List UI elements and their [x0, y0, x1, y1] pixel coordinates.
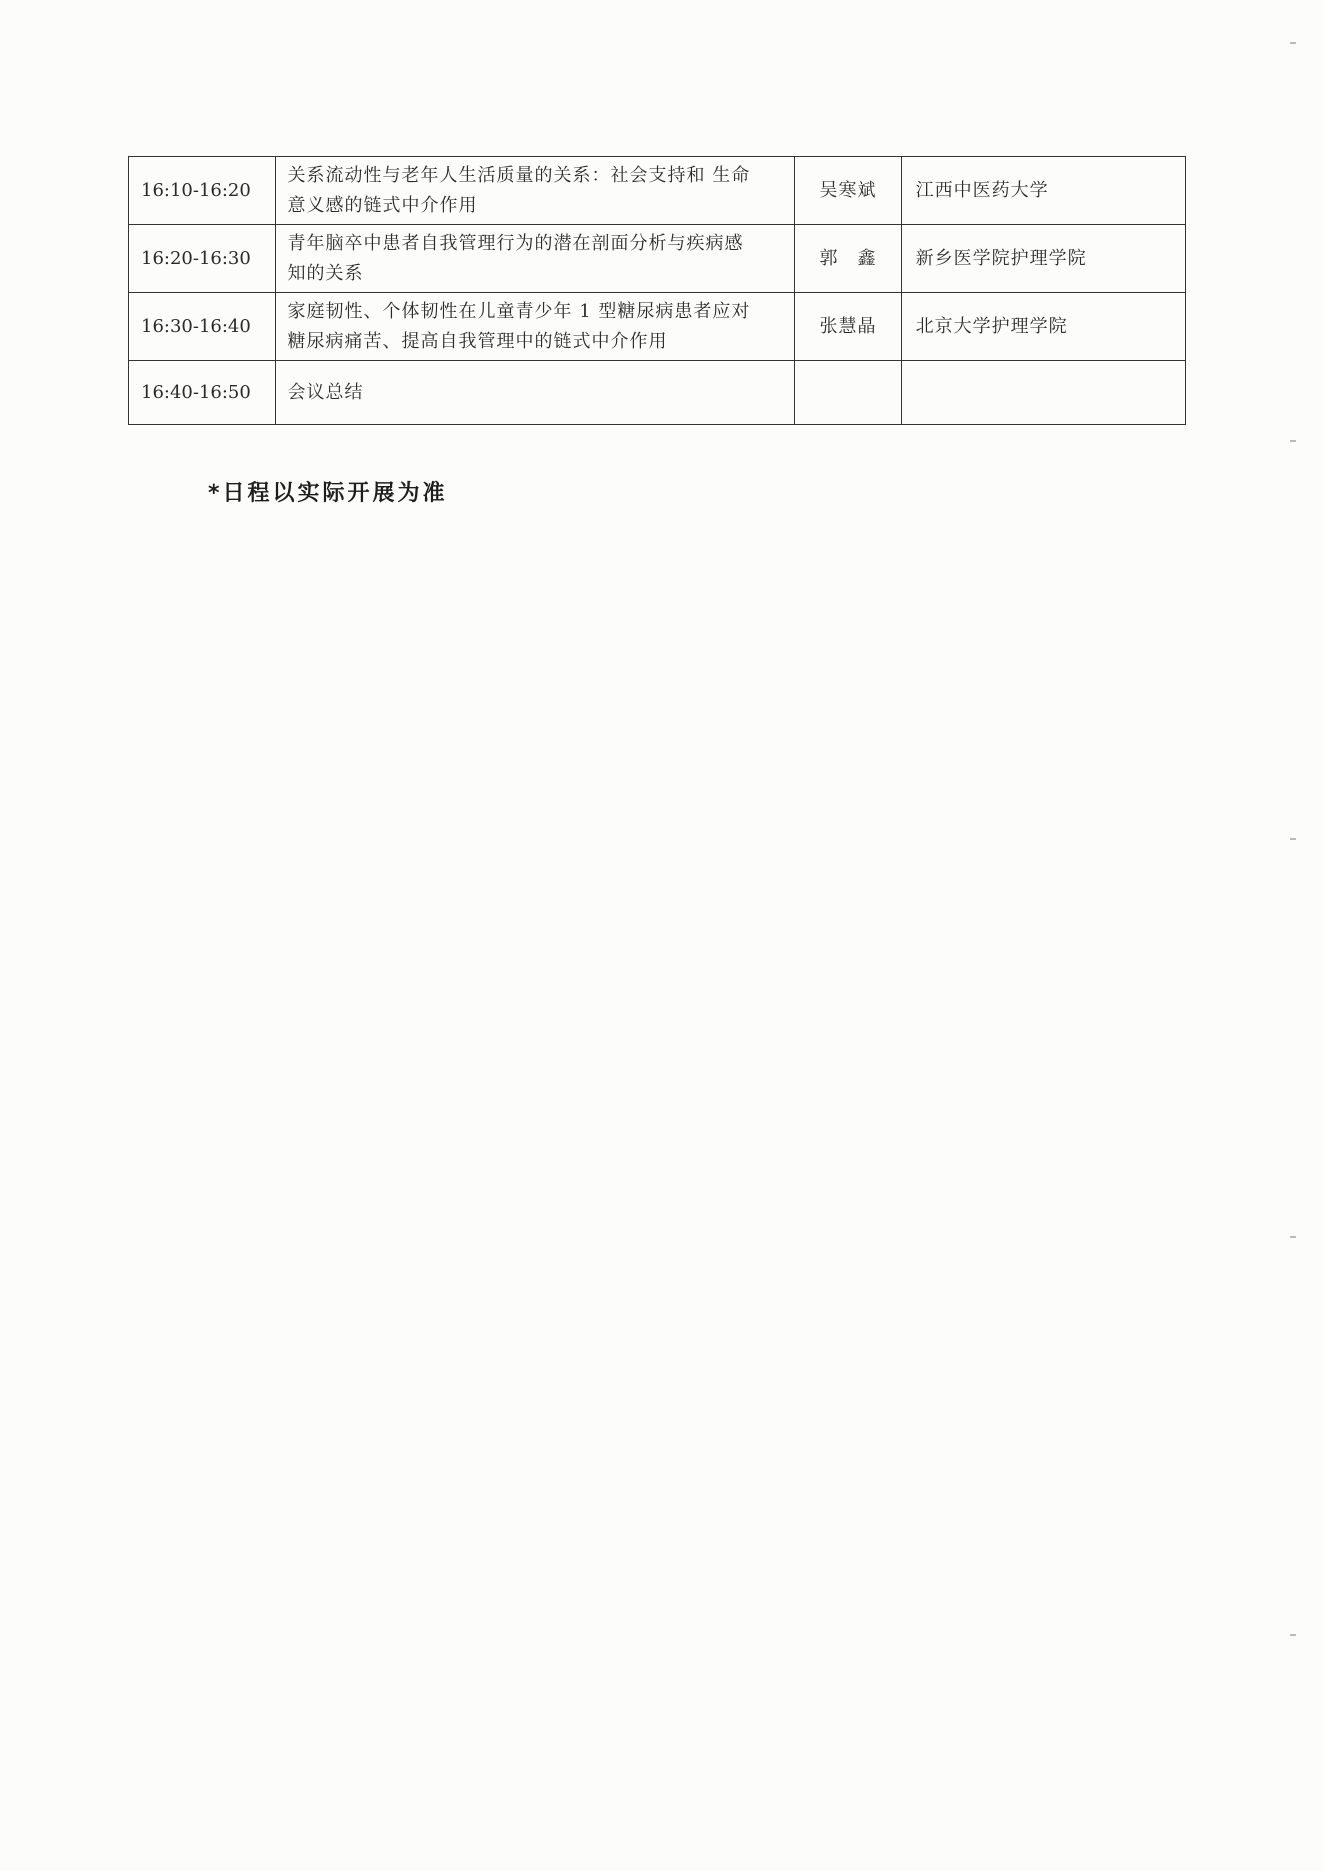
scan-artifact	[1290, 440, 1296, 442]
scan-artifact	[1290, 42, 1296, 44]
topic-line: 青年脑卒中患者自我管理行为的潜在剖面分析与疾病感	[287, 232, 744, 254]
table-row	[129, 361, 1186, 425]
time-cell: 16:10-16:20	[129, 157, 276, 225]
organization-cell: 北京大学护理学院	[901, 293, 1185, 361]
topic-cell	[275, 293, 795, 361]
scan-artifact	[1290, 838, 1296, 840]
topic-line: 知的关系	[287, 262, 364, 284]
schedule-footnote: *日程以实际开展为准	[208, 481, 448, 506]
table-row	[129, 293, 1186, 361]
organization-cell	[901, 361, 1185, 425]
scan-artifact	[1290, 1236, 1296, 1238]
topic-cell	[275, 157, 795, 225]
speaker-cell	[795, 361, 901, 425]
topic-line: 会议总结	[287, 381, 364, 403]
speaker-cell: 吴寒斌	[795, 157, 901, 225]
table-row	[129, 157, 1186, 225]
table-row	[129, 225, 1186, 293]
speaker-cell: 张慧晶	[795, 293, 901, 361]
topic-cell	[275, 225, 795, 293]
topic-line: 关系流动性与老年人生活质量的关系：社会支持和 生命	[287, 164, 751, 186]
scan-artifact	[1290, 1634, 1296, 1636]
time-cell: 16:40-16:50	[129, 361, 276, 425]
organization-cell: 新乡医学院护理学院	[901, 225, 1185, 293]
organization-cell: 江西中医药大学	[901, 157, 1185, 225]
schedule-table	[128, 156, 1186, 425]
time-cell: 16:20-16:30	[129, 225, 276, 293]
time-cell: 16:30-16:40	[129, 293, 276, 361]
topic-line: 家庭韧性、个体韧性在儿童青少年 1 型糖尿病患者应对	[287, 300, 751, 322]
speaker-cell: 郭 鑫	[795, 225, 901, 293]
topic-line: 糖尿病痛苦、提高自我管理中的链式中介作用	[287, 330, 668, 352]
topic-line: 意义感的链式中介作用	[287, 194, 478, 216]
topic-cell	[275, 361, 795, 425]
